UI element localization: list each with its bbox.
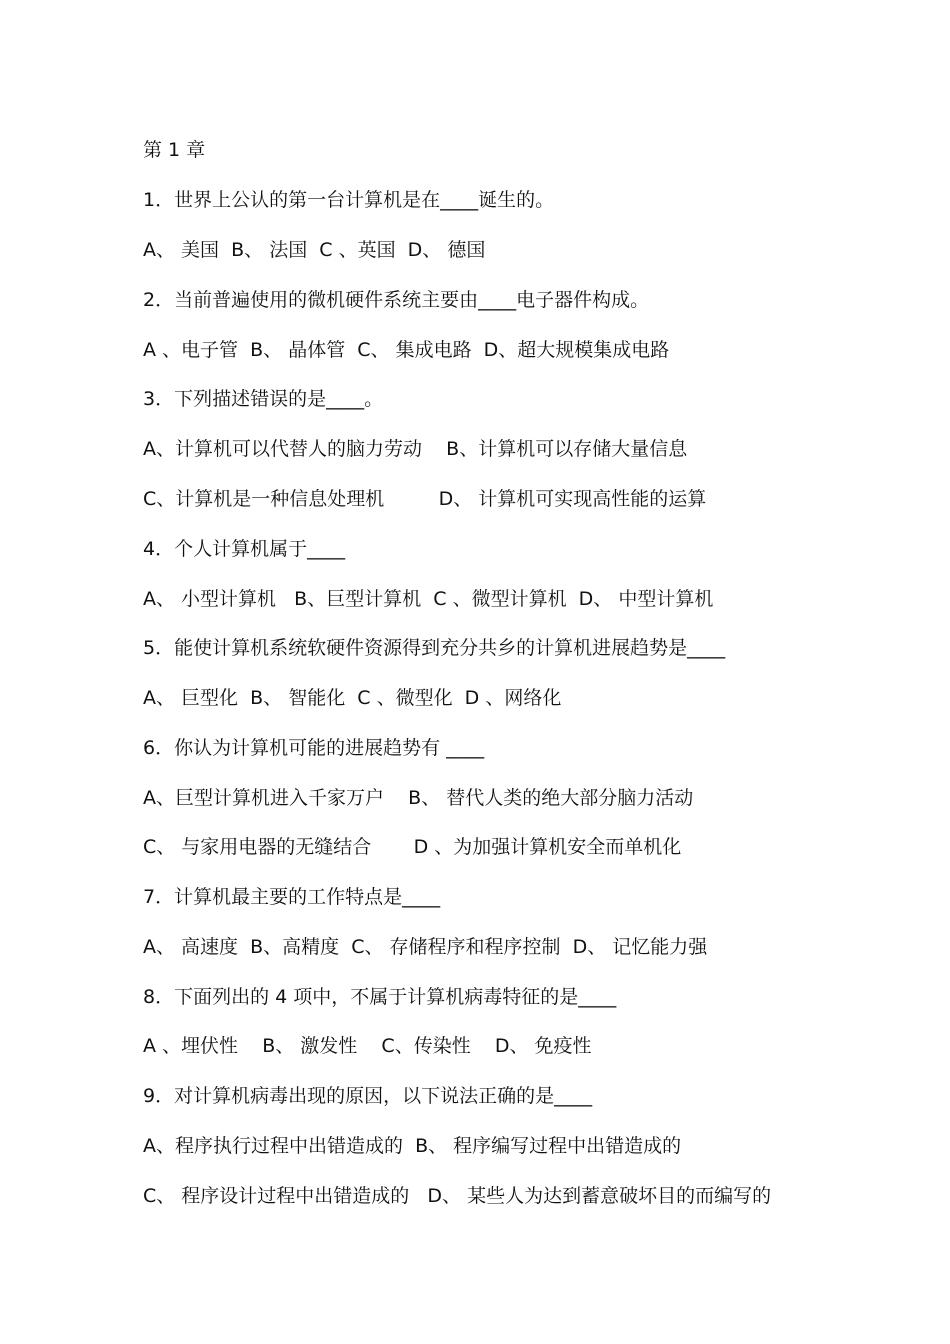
question-4: 4．个人计算机属于____ — [143, 538, 346, 560]
question-2-options: A 、电子管 B、 晶体管 C、 集成电路 D、超大规模集成电路 — [143, 339, 670, 361]
question-6-options-cd: C、 与家用电器的无缝结合 D 、为加强计算机安全而单机化 — [143, 836, 682, 858]
chapter-heading: 第 1 章 — [143, 139, 206, 161]
question-6: 6．你认为计算机可能的进展趋势有 ____ — [143, 737, 485, 759]
question-7-options: A、 高速度 B、高精度 C、 存储程序和程序控制 D、 记忆能力强 — [143, 936, 708, 958]
question-3-options-cd: C、计算机是一种信息处理机 D、 计算机可实现高性能的运算 — [143, 488, 707, 510]
question-8: 8．下面列出的 4 项中，不属于计算机病毒特征的是____ — [143, 986, 617, 1008]
question-2: 2．当前普遍使用的微机硬件系统主要由____电子器件构成。 — [143, 289, 650, 311]
question-9-options-ab: A、程序执行过程中出错造成的 B、 程序编写过程中出错造成的 — [143, 1135, 682, 1157]
question-1: 1．世界上公认的第一台计算机是在____诞生的。 — [143, 189, 555, 211]
question-5: 5．能使计算机系统软硬件资源得到充分共乡的计算机进展趋势是____ — [143, 637, 726, 659]
question-9: 9．对计算机病毒出现的原因，以下说法正确的是____ — [143, 1085, 593, 1107]
question-1-options: A、 美国 B、 法国 C 、英国 D、 德国 — [143, 239, 486, 261]
question-3-options-ab: A、计算机可以代替人的脑力劳动 B、计算机可以存储大量信息 — [143, 438, 688, 460]
question-6-options-ab: A、巨型计算机进入千家万户 B、 替代人类的绝大部分脑力活动 — [143, 787, 694, 809]
question-8-options: A 、埋伏性 B、 激发性 C、传染性 D、 免疫性 — [143, 1035, 592, 1057]
question-9-options-cd: C、 程序设计过程中出错造成的 D、 某些人为达到蓄意破坏目的而编写的 — [143, 1185, 772, 1207]
question-7: 7．计算机最主要的工作特点是____ — [143, 886, 441, 908]
question-4-options: A、 小型计算机 B、巨型计算机 C 、微型计算机 D、 中型计算机 — [143, 588, 714, 610]
question-5-options: A、 巨型化 B、 智能化 C 、微型化 D 、网络化 — [143, 687, 562, 709]
question-3: 3．下列描述错误的是____。 — [143, 388, 384, 410]
